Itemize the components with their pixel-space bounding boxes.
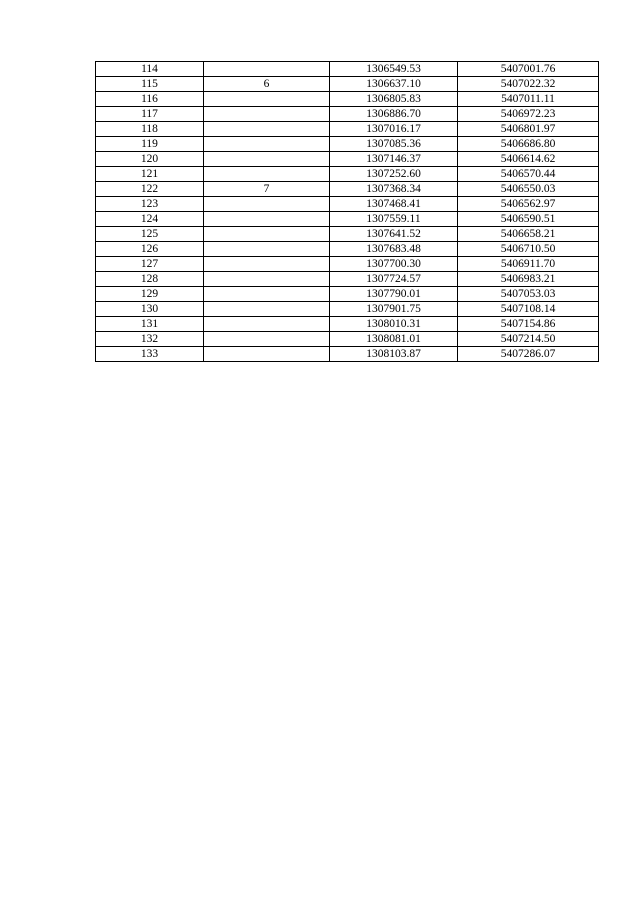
mark-cell (204, 347, 330, 362)
y-coordinate-cell: 5407214.50 (458, 332, 599, 347)
mark-cell (204, 272, 330, 287)
y-coordinate-cell: 5406911.70 (458, 257, 599, 272)
x-coordinate-cell: 1307252.60 (330, 167, 458, 182)
table-row (96, 287, 599, 302)
point-number-cell: 114 (96, 62, 204, 77)
point-number-cell: 128 (96, 272, 204, 287)
x-coordinate-cell: 1307724.57 (330, 272, 458, 287)
mark-cell (204, 227, 330, 242)
y-coordinate-cell: 5407022.32 (458, 77, 599, 92)
y-coordinate-cell: 5407108.14 (458, 302, 599, 317)
mark-cell (204, 302, 330, 317)
mark-cell (204, 62, 330, 77)
point-number-cell: 119 (96, 137, 204, 152)
y-coordinate-cell: 5407011.11 (458, 92, 599, 107)
point-number-cell: 129 (96, 287, 204, 302)
x-coordinate-cell: 1306805.83 (330, 92, 458, 107)
y-coordinate-cell: 5406614.62 (458, 152, 599, 167)
table-row (96, 197, 599, 212)
mark-cell (204, 197, 330, 212)
y-coordinate-cell: 5406983.21 (458, 272, 599, 287)
table-row (96, 167, 599, 182)
coordinates-table (95, 61, 599, 362)
x-coordinate-cell: 1307468.41 (330, 197, 458, 212)
mark-cell (204, 242, 330, 257)
x-coordinate-cell: 1307641.52 (330, 227, 458, 242)
table-row (96, 242, 599, 257)
table-row (96, 347, 599, 362)
x-coordinate-cell: 1306886.70 (330, 107, 458, 122)
point-number-cell: 126 (96, 242, 204, 257)
y-coordinate-cell: 5406972.23 (458, 107, 599, 122)
x-coordinate-cell: 1307700.30 (330, 257, 458, 272)
table-row (96, 257, 599, 272)
x-coordinate-cell: 1307901.75 (330, 302, 458, 317)
y-coordinate-cell: 5407154.86 (458, 317, 599, 332)
y-coordinate-cell: 5406590.51 (458, 212, 599, 227)
y-coordinate-cell: 5406570.44 (458, 167, 599, 182)
mark-cell (204, 107, 330, 122)
table-row (96, 92, 599, 107)
point-number-cell: 115 (96, 77, 204, 92)
mark-cell (204, 152, 330, 167)
y-coordinate-cell: 5406686.80 (458, 137, 599, 152)
table-row (96, 107, 599, 122)
y-coordinate-cell: 5406710.50 (458, 242, 599, 257)
point-number-cell: 116 (96, 92, 204, 107)
x-coordinate-cell: 1307683.48 (330, 242, 458, 257)
x-coordinate-cell: 1307368.34 (330, 182, 458, 197)
table-row (96, 272, 599, 287)
x-coordinate-cell: 1307085.36 (330, 137, 458, 152)
y-coordinate-cell: 5407053.03 (458, 287, 599, 302)
x-coordinate-cell: 1306549.53 (330, 62, 458, 77)
table-row (96, 227, 599, 242)
x-coordinate-cell: 1308081.01 (330, 332, 458, 347)
table-row (96, 212, 599, 227)
table-row (96, 182, 599, 197)
coordinates-table-body (96, 62, 599, 362)
table-row (96, 62, 599, 77)
point-number-cell: 117 (96, 107, 204, 122)
point-number-cell: 125 (96, 227, 204, 242)
x-coordinate-cell: 1307559.11 (330, 212, 458, 227)
point-number-cell: 123 (96, 197, 204, 212)
point-number-cell: 130 (96, 302, 204, 317)
point-number-cell: 127 (96, 257, 204, 272)
mark-cell (204, 137, 330, 152)
mark-cell (204, 257, 330, 272)
x-coordinate-cell: 1307790.01 (330, 287, 458, 302)
mark-cell (204, 332, 330, 347)
table-row (96, 137, 599, 152)
point-number-cell: 124 (96, 212, 204, 227)
point-number-cell: 131 (96, 317, 204, 332)
y-coordinate-cell: 5406801.97 (458, 122, 599, 137)
point-number-cell: 118 (96, 122, 204, 137)
mark-cell (204, 167, 330, 182)
point-number-cell: 132 (96, 332, 204, 347)
table-row (96, 122, 599, 137)
x-coordinate-cell: 1308103.87 (330, 347, 458, 362)
y-coordinate-cell: 5407286.07 (458, 347, 599, 362)
mark-cell (204, 317, 330, 332)
x-coordinate-cell: 1308010.31 (330, 317, 458, 332)
y-coordinate-cell: 5407001.76 (458, 62, 599, 77)
x-coordinate-cell: 1307146.37 (330, 152, 458, 167)
x-coordinate-cell: 1306637.10 (330, 77, 458, 92)
y-coordinate-cell: 5406658.21 (458, 227, 599, 242)
point-number-cell: 121 (96, 167, 204, 182)
point-number-cell: 133 (96, 347, 204, 362)
x-coordinate-cell: 1307016.17 (330, 122, 458, 137)
point-number-cell: 122 (96, 182, 204, 197)
y-coordinate-cell: 5406550.03 (458, 182, 599, 197)
y-coordinate-cell: 5406562.97 (458, 197, 599, 212)
table-row (96, 332, 599, 347)
mark-cell (204, 287, 330, 302)
mark-cell: 7 (204, 182, 330, 197)
table-row (96, 302, 599, 317)
mark-cell (204, 122, 330, 137)
table-row (96, 317, 599, 332)
table-row (96, 152, 599, 167)
point-number-cell: 120 (96, 152, 204, 167)
mark-cell (204, 92, 330, 107)
mark-cell: 6 (204, 77, 330, 92)
table-row (96, 77, 599, 92)
mark-cell (204, 212, 330, 227)
